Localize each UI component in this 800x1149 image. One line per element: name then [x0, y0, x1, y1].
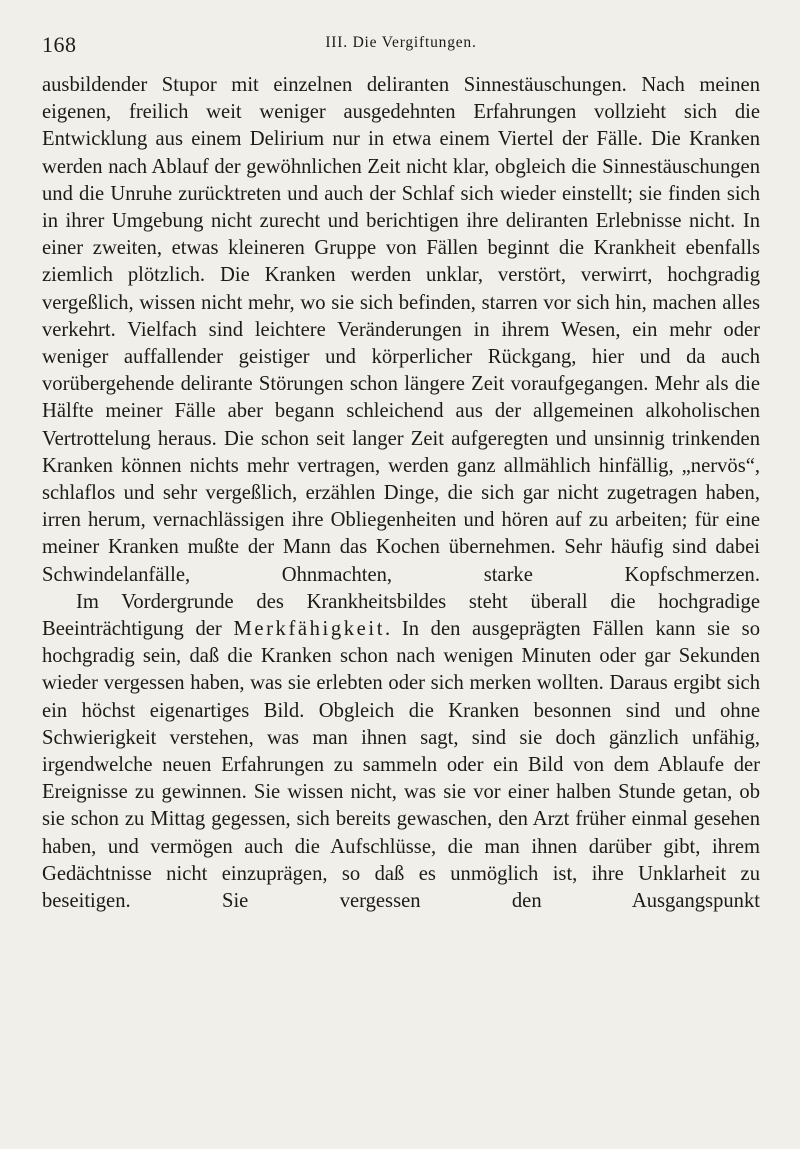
running-head: III. Die Vergiftungen. [325, 34, 477, 51]
paragraph-2-text-end: . In den ausgeprägten Fällen kann sie so hochgradig sein, daß die Kranken schon nach wenigen Minuten oder gar Sekunden wieder vergessen haben, was sie erlebten oder sich merken wollten. Daraus ergibt sich ein höchst eigenartiges Bild. Obgleich die Kranken besonnen sind und ohne Schwierigkeit verstehen, was man ihnen sagt, sind sie doch gänzlich unfähig, irgendwelche neuen Erfahrungen zu sammeln oder ein Bild von dem Ablaufe der Ereignisse zu gewinnen. Sie wissen nicht, was sie vor einer halben Stunde getan, ob sie schon zu Mittag gegessen, sich bereits gewaschen, den Arzt früher einmal gesehen haben, und vermögen auch die Aufschlüsse, die man ihnen darüber gibt, ihrem Gedächtnisse nicht einzuprägen, so daß es unmöglich ist, ihre Unklarheit zu beseitigen. Sie vergessen den Ausgangspunkt [42, 618, 760, 913]
paragraph-2-text-start: Im Vordergrunde des Krankheitsbildes steht überall die hochgradige Beeinträchtigung der [42, 590, 760, 641]
paragraph-1 [42, 72, 760, 589]
paragraph-1-text: ausbildender Stupor mit einzelnen deliranten Sinnestäuschungen. Nach meinen eigenen, freilich weit weniger ausgedehnten Erfahrungen vollzieht sich die Entwicklung aus einem Delirium nur in etwa einem Viertel der Fälle. Die Kranken werden nach Ablauf der gewöhnlichen Zeit nicht klar, obgleich die Sinnestäuschungen und die Unruhe zurücktreten und auch der Schlaf sich wieder einstellt; sie finden sich in ihrer Umgebung nicht zurecht und berichtigen ihre deliranten Erlebnisse nicht. In einer zweiten, etwas kleineren Gruppe von Fällen beginnt die Krankheit ebenfalls ziemlich plötzlich. Die Kranken werden unklar, verstört, verwirrt, hochgradig vergeßlich, wissen nicht mehr, wo sie sich befinden, starren vor sich hin, machen alles verkehrt. Vielfach sind leichtere Veränderungen in ihrem Wesen, ein mehr oder weniger auffallender geistiger und körperlicher Rückgang, hier und da auch vorübergehende delirante Störungen schon längere Zeit voraufgegangen. Mehr als die Hälfte meiner Fälle aber begann schleichend aus der allgemeinen alkoholischen Vertrottelung heraus. Die schon seit langer Zeit aufgeregten und unsinnig trinkenden Kranken können nichts mehr vertragen, werden ganz allmählich hinfällig, „nervös“, schlaflos und sehr vergeßlich, erzählen Dinge, die sich gar nicht zugetragen haben, irren herum, vernachlässigen ihre Obliegenheiten und hören auf zu arbeiten; für eine meiner Kranken mußte der Mann das Kochen übernehmen. Sehr häufig sind dabei Schwindelanfälle, Ohnmachten, starke Kopfschmerzen. [42, 74, 760, 586]
paragraph-2 [42, 589, 760, 915]
page-header [42, 30, 760, 64]
page-number: 168 [42, 32, 77, 57]
spaced-emphasis-term: Merkfähigkeit [233, 618, 386, 641]
body-text [42, 72, 760, 915]
